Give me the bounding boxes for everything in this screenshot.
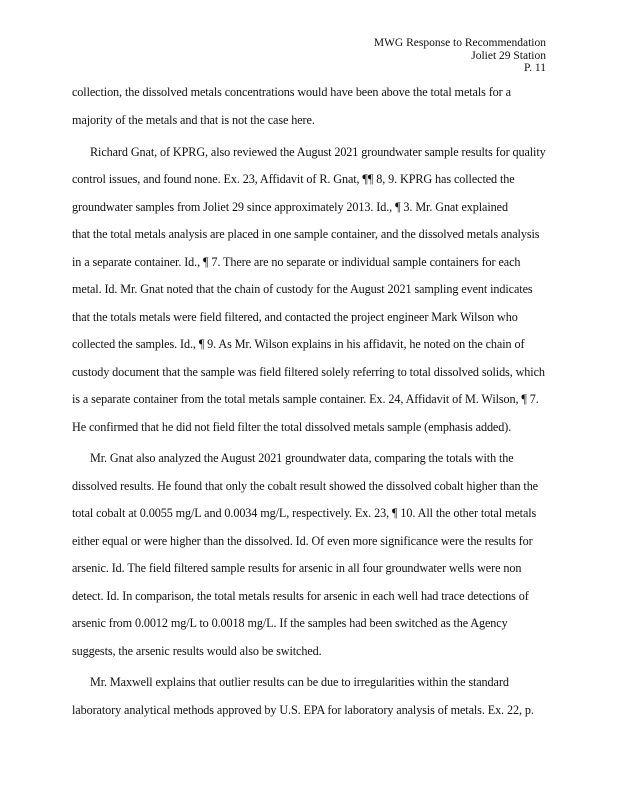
paragraph-start-line: Mr. Gnat also analyzed the August 2021 groundwater data, comparing the totals with the [90, 451, 514, 465]
header-title: MWG Response to Recommendation [373, 37, 546, 49]
text-line: collected the samples. Id., ¶ 9. As Mr. Wilson explains in his affidavit, he noted on the chain of [72, 337, 525, 351]
text-line: control issues, and found none. Ex. 23, Affidavit of R. Gnat, ¶¶ 8, 9. KPRG has collected the [72, 172, 515, 186]
text-line: that the total metals analysis are placed in one sample container, and the dissolved metals analysis [72, 227, 540, 241]
text-line: that the totals metals were field filtered, and contacted the project engineer Mark Wilson who [72, 309, 518, 324]
text-line: custody document that the sample was field filtered solely referring to total dissolved solids, which [72, 364, 545, 379]
paragraph-start-line: Mr. Maxwell explains that outlier results can be due to irregularities within the standard [90, 675, 509, 689]
text-line: dissolved results. He found that only the cobalt result showed the dissolved cobalt higher than the [72, 478, 538, 493]
paragraph-start-line: Richard Gnat, of KPRG, also reviewed the August 2021 groundwater sample results for quality [90, 144, 546, 159]
text-line: in a separate container. Id., ¶ 7. There are no separate or individual sample containers for each [72, 254, 521, 269]
header-station: Joliet 29 Station [471, 49, 546, 62]
text-line: arsenic from 0.0012 mg/L to 0.0018 mg/L. If the samples had been switched as the Agency [72, 616, 508, 630]
text-line: is a separate container from the total metals sample container. Ex. 24, Affidavit of M. Wilson, ¶ 7. [72, 392, 539, 406]
text-line: either equal or were higher than the dissolved. Id. Of even more significance were the results for [72, 533, 533, 548]
page-header [374, 37, 546, 75]
text-line: collection, the dissolved metals concentrations would have been above the total metals for a [72, 85, 511, 99]
text-line: He confirmed that he did not field filter the total dissolved metals sample (emphasis added). [72, 419, 512, 434]
text-line: metal. Id. Mr. Gnat noted that the chain of custody for the August 2021 sampling event indicates [72, 282, 533, 296]
text-line: suggests, the arsenic results would also be switched. [72, 643, 322, 658]
text-line: laboratory analytical methods approved by U.S. EPA for laboratory analysis of metals. Ex. 22, p. [72, 702, 534, 717]
text-line: total cobalt at 0.0055 mg/L and 0.0034 mg/L, respectively. Ex. 23, ¶ 10. All the other total metals [72, 506, 537, 520]
text-line: groundwater samples from Joliet 29 since approximately 2013. Id., ¶ 3. Mr. Gnat explained [72, 199, 508, 214]
header-page-number: P. 11 [524, 62, 546, 74]
text-line: detect. Id. In comparison, the total metals results for arsenic in each well had trace detections of [72, 588, 529, 603]
text-line: arsenic. Id. The field filtered sample results for arsenic in all four groundwater wells were non [72, 561, 522, 575]
text-line: majority of the metals and that is not the case here. [72, 112, 315, 127]
